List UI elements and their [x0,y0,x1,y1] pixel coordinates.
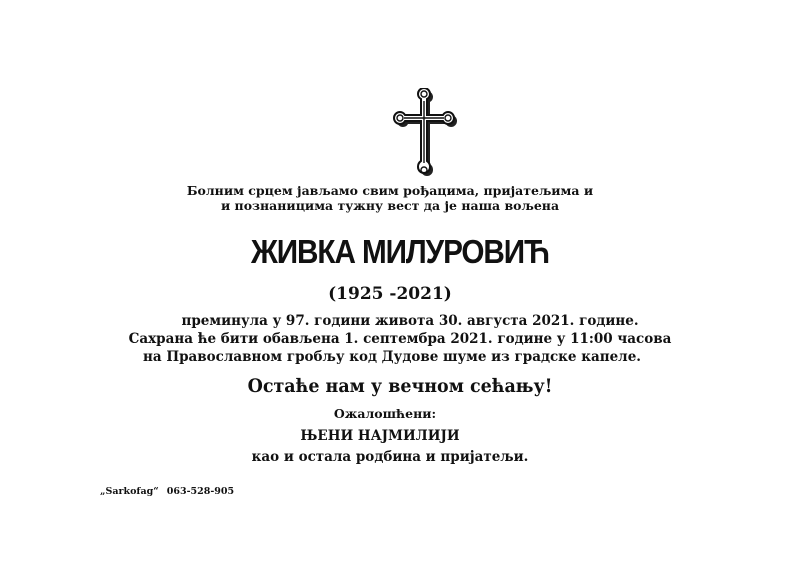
intro-line-2: и познаницима тужну вест да је наша вољена [220,198,560,213]
footer-credit [100,486,234,498]
funeral-location-line: на Православном гробљу код Дудове шуме из градске капеле. [143,349,641,365]
death-date-line: преминула у 97. години живота 30. августа 2021. године. [181,313,639,329]
mourners-label: Ожалошћени: [333,406,437,421]
remembrance-line: Остаће нам у вечном сећању! [247,375,553,397]
life-years: (1925 -2021) [328,284,452,304]
deceased-name: ЖИВКА МИЛУРОВИЋ [251,233,549,270]
orthodox-cross-icon [384,88,464,178]
relatives-line: као и остала родбина и пријатељи. [251,449,529,465]
family-line: ЊЕНИ НАЈМИЛИЈИ [300,428,460,444]
intro-line-1: Болним срцем јављамо свим рођацима, пријатељима и [186,183,594,198]
funeral-time-line: Сахрана ће бити обављена 1. септембра 2021. године у 11:00 часова [128,331,672,347]
agency-name: „Sarkofag“ [100,486,159,497]
agency-phone: 063-528-905 [166,486,235,497]
